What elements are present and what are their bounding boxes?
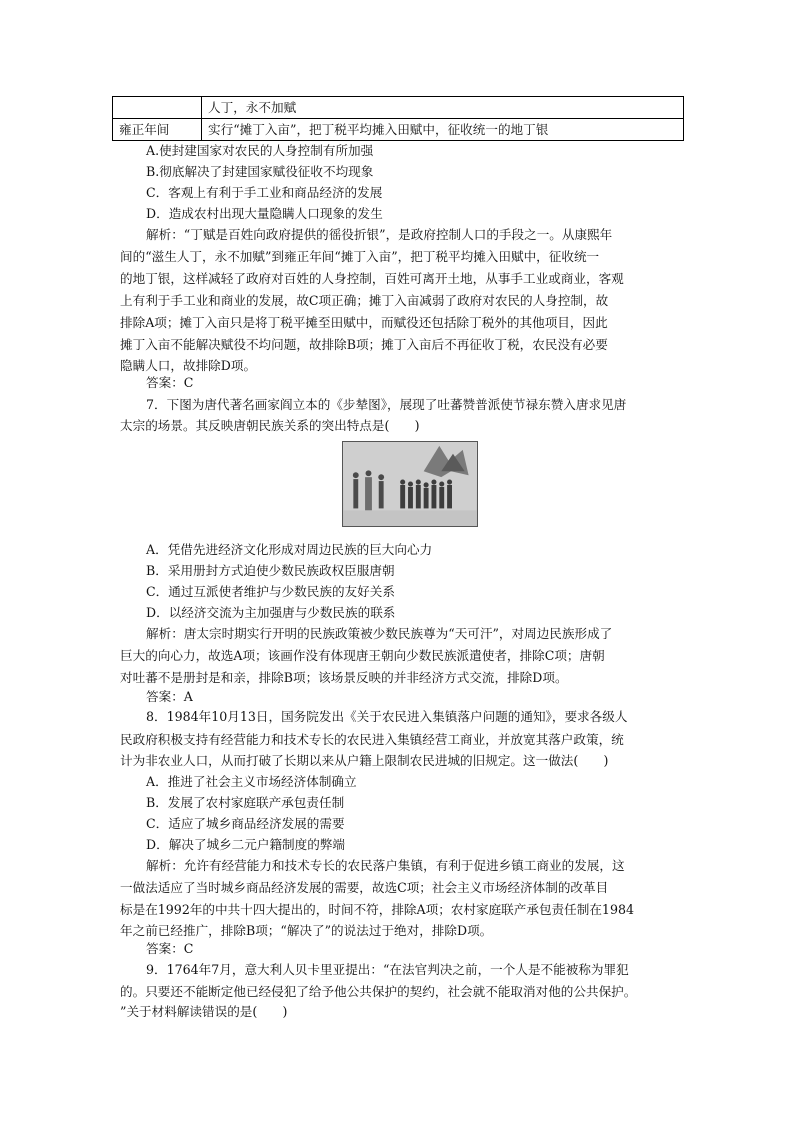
q6-answer: 答案：C <box>146 375 194 390</box>
q8-option-d: D．解决了城乡二元户籍制度的弊端 <box>146 837 346 852</box>
q6-option-b: B.彻底解决了封建国家赋役征收不均现象 <box>146 164 374 179</box>
q6-analysis-line: 上有利于手工业和商业的发展，故C项正确；摊丁入亩减弱了政府对农民的人身控制，故 <box>120 293 609 308</box>
painting-illustration <box>343 442 477 526</box>
q6-option-c: C．客观上有利于手工业和商品经济的发展 <box>146 185 383 200</box>
q7-analysis-line: 巨大的向心力，故选A项；该画作没有体现唐王朝向少数民族派遣使者，排除C项；唐朝 <box>120 648 605 663</box>
q7-analysis-line: 解析：唐太宗时期实行开明的民族政策被少数民族尊为“天可汗”，对周边民族形成了 <box>146 626 613 641</box>
q8-analysis-line: 年之前已经推广，排除B项；“解决了”的说法过于绝对，排除D项。 <box>120 923 493 938</box>
q9-stem-line: 9．1764年7月，意大利人贝卡里亚提出：“在法官判决之前，一个人是不能被称为罪犯 <box>146 962 629 977</box>
table-row <box>113 97 684 119</box>
table-cell-content: 人丁，永不加赋 <box>202 97 684 119</box>
q7-option-b: B．采用册封方式迫使少数民族政权臣服唐朝 <box>146 563 395 578</box>
q6-analysis-line: 间的“滋生人丁，永不加赋”到雍正年间“摊丁入亩”，把丁税平均摊入田赋中，征收统一 <box>120 249 600 264</box>
q7-stem-line: 太宗的场景。其反映唐朝民族关系的突出特点是( ) <box>120 418 420 433</box>
q8-answer: 答案：C <box>146 941 194 956</box>
table-cell-period: 雍正年间 <box>113 119 202 141</box>
q8-stem-line: 民政府积极支持有经营能力和技术专长的农民进入集镇经营工商业，并放宽其落户政策，统 <box>120 732 624 747</box>
q8-analysis-line: 一做法适应了当时城乡商品经济发展的需要，故选C项；社会主义市场经济体制的改革目 <box>120 880 609 895</box>
q8-stem-line: 8．1984年10月13日，国务院发出《关于农民进入集镇落户问题的通知》，要求各级人 <box>146 709 628 724</box>
q6-option-d: D．造成农村出现大量隐瞒人口现象的发生 <box>146 206 383 221</box>
q8-option-b: B．发展了农村家庭联产承包责任制 <box>146 795 345 810</box>
q6-analysis-line: 的地丁银，这样减轻了政府对百姓的人身控制，百姓可离开土地，从事手工业或商业，客观 <box>120 271 624 286</box>
q7-answer: 答案：A <box>146 689 193 704</box>
q6-analysis-line: 解析：“丁赋是百姓向政府提供的徭役折银”，是政府控制人口的手段之一。从康熙年 <box>146 227 613 242</box>
q7-option-a: A．凭借先进经济文化形成对周边民族的巨大向心力 <box>146 542 433 557</box>
q9-stem-line: ”关于材料解读错误的是( ) <box>120 1004 288 1019</box>
q9-stem-line: 的。只要还不能断定他已经侵犯了给予他公共保护的契约，社会就不能取消对他的公共保护。 <box>120 984 637 999</box>
q8-option-a: A．推进了社会主义市场经济体制确立 <box>146 774 357 789</box>
q6-analysis-line: 排除A项；摊丁入亩只是将丁税平摊至田赋中，而赋役还包括除丁税外的其他项目，因此 <box>120 315 608 330</box>
q6-analysis-line: 摊丁入亩不能解决赋役不均问题，故排除B项；摊丁入亩后不再征收丁税，农民没有必要 <box>120 337 608 352</box>
q6-analysis-line: 隐瞒人口，故排除D项。 <box>120 358 257 373</box>
q6-option-a: A.使封建国家对农民的人身控制有所加强 <box>146 143 374 158</box>
q7-stem-line: 7．下图为唐代著名画家阎立本的《步辇图》，展现了吐蕃赞普派使节禄东赞入唐求见唐 <box>146 397 627 412</box>
q8-stem-line: 计为非农业人口，从而打破了长期以来从户籍上限制农民进城的旧规定。这一做法( ) <box>120 753 609 768</box>
q7-analysis-line: 对吐蕃不是册封是和亲，排除B项；该场景反映的并非经济方式交流，排除D项。 <box>120 670 568 685</box>
policy-table <box>112 96 684 141</box>
table-row <box>113 119 684 141</box>
q8-option-c: C．适应了城乡商品经济发展的需要 <box>146 816 345 831</box>
q8-analysis-line: 解析：允许有经营能力和技术专长的农民落户集镇，有利于促进乡镇工商业的发展，这 <box>146 858 625 873</box>
painting-image <box>342 441 478 527</box>
q7-option-d: D．以经济交流为主加强唐与少数民族的联系 <box>146 605 396 620</box>
q7-option-c: C．通过互派使者维护与少数民族的友好关系 <box>146 584 395 599</box>
table-cell-content: 实行“摊丁入亩”，把丁税平均摊入田赋中，征收统一的地丁银 <box>202 119 684 141</box>
q8-analysis-line: 标是在1992年的中共十四大提出的，时间不符，排除A项；农村家庭联产承包责任制在1984 <box>120 902 634 917</box>
table-cell-period <box>113 97 202 119</box>
